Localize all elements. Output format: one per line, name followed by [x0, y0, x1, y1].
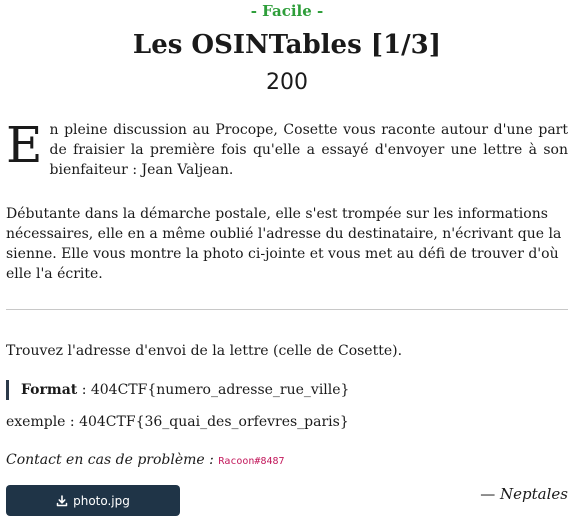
contact-label: Contact en cas de problème : [6, 452, 219, 468]
challenge-panel [6, 0, 568, 508]
difficulty-label: - Facile - [250, 2, 324, 20]
challenge-points: 200 [266, 70, 308, 95]
description-paragraph-2: Débutante dans la démarche postale, elle s'est trompée sur les informations nécessaires, elle en a même oublié l'adresse du destinataire, n'écrivant que la sienne. Elle vous montre la photo ci-jointe et vous met au défi de trouver d'où elle l'a écrite. [6, 206, 562, 282]
format-label: Format [21, 382, 78, 398]
divider [6, 309, 568, 310]
contact-handle: Racoon#8487 [218, 456, 285, 467]
download-attachment-button[interactable] [6, 485, 180, 516]
dropcap-letter: E [6, 116, 43, 174]
author-dash: — [480, 485, 501, 503]
download-icon [56, 495, 68, 507]
description-paragraph-1 [6, 116, 568, 180]
attachment-filename: photo.jpg [73, 493, 130, 508]
description-paragraph-1-text: n pleine discussion au Procope, Cosette vous raconte autour d'une part de fraisier la première fois qu'elle a essayé d'envoyer une lettre à son bienfaiteur : Jean Valjean. [49, 122, 568, 178]
instruction-text: Trouvez l'adresse d'envoi de la lettre (celle de Cosette). [6, 343, 403, 359]
contact-line [6, 450, 568, 472]
author-name: Neptales [500, 485, 568, 503]
challenge-title: Les OSINTables [1/3] [132, 30, 442, 60]
format-blockquote [6, 380, 568, 400]
format-value: : 404CTF{numero_adresse_rue_ville} [77, 382, 350, 398]
example-text: exemple : 404CTF{36_quai_des_orfevres_paris} [6, 414, 349, 430]
